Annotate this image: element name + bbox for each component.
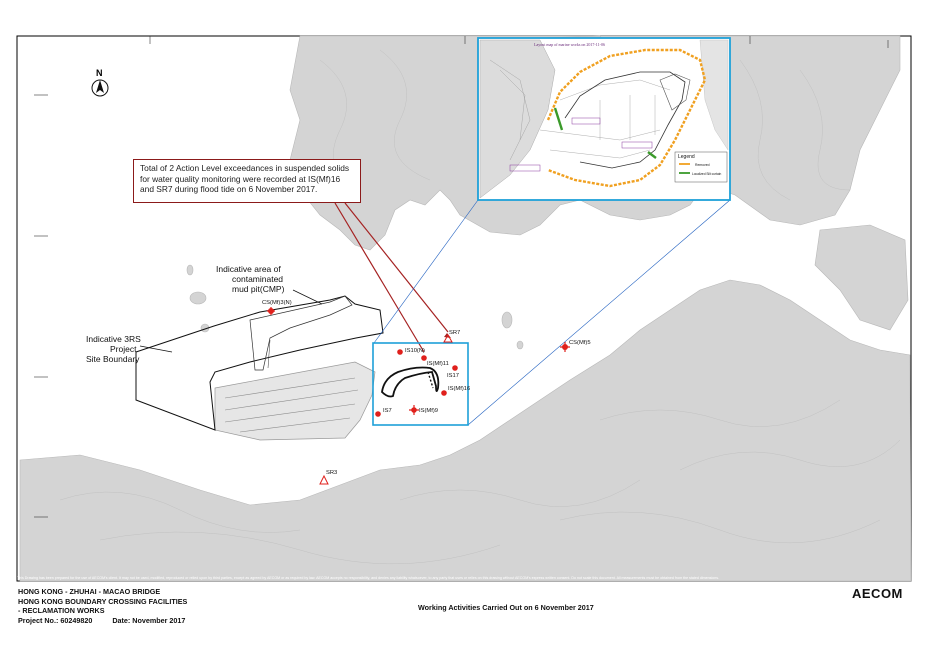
exceedance-callout — [133, 159, 361, 203]
inset-legend-removed: Removed — [695, 163, 710, 167]
svg-text:CS(Mf)5: CS(Mf)5 — [569, 340, 591, 346]
svg-text:IS(Mf)16: IS(Mf)16 — [448, 386, 471, 392]
working-activities-title: Working Activities Carried Out on 6 November 2017 — [418, 603, 594, 612]
callout-line2: for water quality monitoring were recorded at IS(Mf)16 — [140, 173, 341, 184]
inset-legend-localized: Localized Silt curtain — [692, 172, 722, 176]
svg-text:SR7: SR7 — [449, 330, 461, 336]
svg-text:IS7: IS7 — [383, 408, 392, 414]
svg-text:SR3: SR3 — [326, 470, 338, 476]
svg-text:IS17: IS17 — [447, 373, 459, 379]
project-meta — [18, 616, 203, 626]
svg-text:IS(Mf)11: IS(Mf)11 — [427, 361, 449, 367]
title-line3: - RECLAMATION WORKS — [18, 606, 105, 616]
cmp-label-line1: Indicative area of — [216, 264, 281, 274]
inset-legend-heading: Legend — [678, 154, 695, 160]
svg-text:IS(Mf)9: IS(Mf)9 — [419, 408, 439, 414]
cmp-label-line3: mud pit(CMP) — [232, 284, 285, 294]
callout-line3: and SR7 during flood tide on 6 November 2017. — [140, 184, 318, 195]
title-block — [18, 587, 203, 625]
drawing-date: Date: November 2017 — [112, 615, 186, 625]
project-number: Project No.: 60249820 — [18, 615, 93, 625]
site-label-line3: Site Boundary — [86, 354, 140, 364]
title-line1: HONG KONG - ZHUHAI - MACAO BRIDGE — [18, 587, 161, 596]
copyright-notice: This Drawing has been prepared for the use of AECOM's client. It may not be used, modified, reproduced or relied upon by third parties, except as agreed by AECOM or as required by law. AECOM accepts no responsibility, and denies any liability whatsoever, to any party that uses or relies on this drawing without AECOM's express written consent. Do not scale this document. All measurements must be obtained from the stated dimensions. — [17, 576, 720, 580]
title-line2: HONG KONG BOUNDARY CROSSING FACILITIES — [18, 596, 188, 606]
inset-map — [478, 38, 730, 200]
inset-title: Layout map of marine works on 2017-11-06 — [534, 42, 605, 47]
aecom-logo: AECOM — [852, 586, 903, 601]
north-label: N — [96, 68, 103, 78]
callout-line1: Total of 2 Action Level exceedances in suspended solids — [140, 163, 350, 173]
site-label-line2: Project — [110, 344, 137, 354]
svg-text:IS10(N): IS10(N) — [405, 348, 425, 354]
svg-text:CS(Mf)3(N): CS(Mf)3(N) — [262, 300, 292, 306]
site-label-line1: Indicative 3RS — [86, 334, 141, 344]
cmp-label-line2: contaminated — [232, 274, 284, 284]
